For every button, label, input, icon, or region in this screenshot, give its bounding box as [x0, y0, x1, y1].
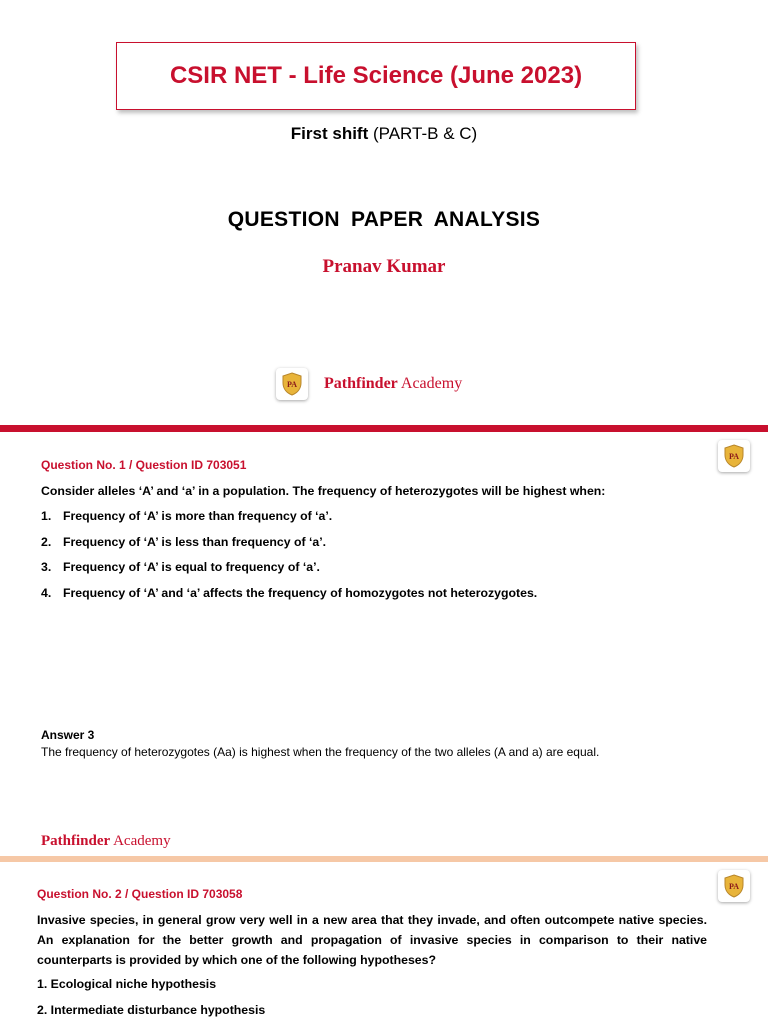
question-2-header: Question No. 2 / Question ID 703058 [37, 887, 243, 901]
brand-name [324, 375, 462, 393]
option-text: Frequency of ‘A’ is equal to frequency of ‘a’. [63, 560, 320, 574]
brand-name-bold: Pathfinder [324, 375, 398, 392]
footer-brand [41, 833, 171, 850]
page-title: CSIR NET - Life Science (June 2023) [169, 62, 583, 89]
question-2-option-1: 1. Ecological niche hypothesis [37, 977, 217, 991]
svg-text:PA: PA [286, 380, 298, 389]
title-box [116, 42, 636, 110]
corner-logo-q2 [718, 870, 750, 902]
analysis-heading: QUESTION PAPER ANALYSIS [227, 208, 541, 231]
question-1-option-2 [41, 535, 326, 549]
option-text: Frequency of ‘A’ and ‘a’ affects the frequency of homozygotes not heterozygotes. [63, 586, 538, 600]
corner-logo-q1 [718, 440, 750, 472]
question-2-text: Invasive species, in general grow very well in a new area that they invade, and often outcompete native species. An explanation for the better growth and propagation of invasive species in comparison to their native counterparts is provided by which one of the following hypotheses? [37, 913, 707, 967]
section-divider-peach [0, 856, 768, 862]
section-divider-red [0, 425, 768, 432]
author-name: Pranav Kumar [322, 256, 446, 277]
shield-logo-icon [276, 368, 308, 400]
subtitle-parts: (PART-B & C) [368, 124, 478, 143]
footer-brand-bold: Pathfinder [41, 833, 111, 849]
subtitle [0, 124, 768, 144]
svg-text:PA: PA [728, 882, 740, 891]
option-number: 1. [41, 509, 52, 523]
answer-label: Answer 3 [41, 728, 95, 742]
svg-text:PA: PA [728, 452, 740, 461]
shield-logo-icon [718, 440, 750, 472]
question-1-text: Consider alleles ‘A’ and ‘a’ in a population. The frequency of heterozygotes will be highest when: [41, 484, 606, 498]
option-text: Frequency of ‘A’ is less than frequency of ‘a’. [63, 535, 327, 549]
shield-logo-icon [718, 870, 750, 902]
subtitle-shift: First shift [290, 124, 369, 143]
answer-explanation: The frequency of heterozygotes (Aa) is highest when the frequency of the two alleles (A and a) are equal. [41, 745, 600, 759]
question-1-option-1 [41, 509, 332, 523]
question-2-option-2: 2. Intermediate disturbance hypothesis [37, 1003, 266, 1017]
footer-brand-rest: Academy [110, 833, 171, 849]
option-number: 4. [41, 586, 52, 600]
question-1-option-3 [41, 560, 320, 574]
brand-name-rest: Academy [397, 375, 463, 392]
question-1-header: Question No. 1 / Question ID 703051 [41, 458, 247, 472]
option-number: 3. [41, 560, 52, 574]
option-text: Frequency of ‘A’ is more than frequency of ‘a’. [63, 509, 333, 523]
option-number: 2. [41, 535, 52, 549]
brand-logo-row [276, 368, 462, 400]
question-1-option-4 [41, 586, 537, 600]
